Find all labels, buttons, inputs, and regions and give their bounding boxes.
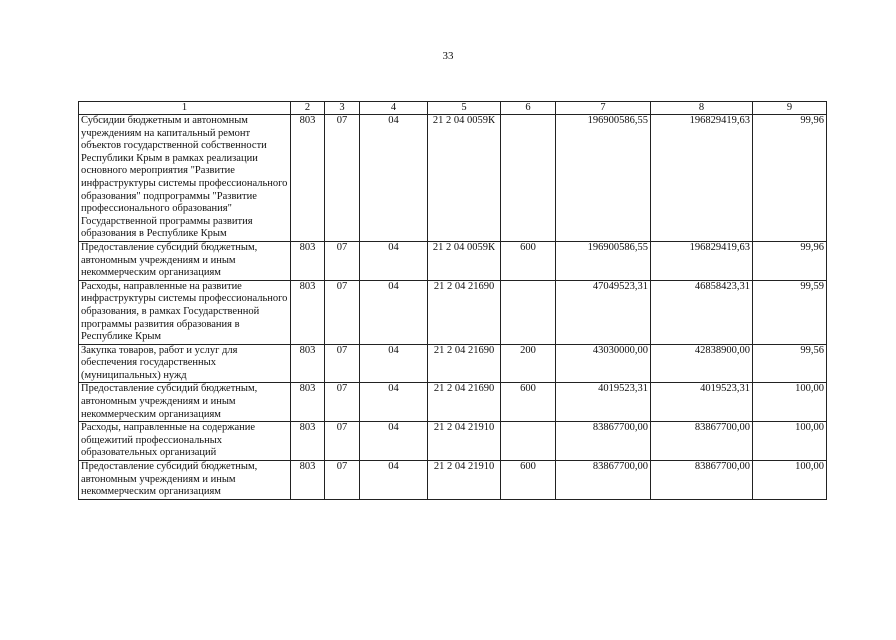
ministry-code: 803 — [291, 241, 325, 280]
planned-amount: 196900586,55 — [556, 241, 651, 280]
section-code: 07 — [325, 422, 360, 461]
ministry-code: 803 — [291, 115, 325, 242]
ministry-code: 803 — [291, 383, 325, 422]
budget-table — [78, 101, 827, 500]
table-row — [79, 280, 827, 344]
expense-name: Расходы, направленные на развитие инфраструктуры системы профессионального образования, в рамках Государственной программы развития образования в Республике Крым — [79, 280, 291, 344]
execution-percent: 99,56 — [753, 344, 827, 383]
expense-type-code: 600 — [501, 461, 556, 500]
execution-percent: 99,96 — [753, 115, 827, 242]
subsection-code: 04 — [360, 241, 428, 280]
executed-amount: 196829419,63 — [651, 115, 753, 242]
planned-amount: 196900586,55 — [556, 115, 651, 242]
table-row — [79, 241, 827, 280]
expense-name: Расходы, направленные на содержание общежитий профессиональных образовательных организаций — [79, 422, 291, 461]
table-row — [79, 383, 827, 422]
executed-amount: 83867700,00 — [651, 422, 753, 461]
expense-type-code — [501, 422, 556, 461]
ministry-code: 803 — [291, 280, 325, 344]
column-header: 6 — [501, 102, 556, 115]
expense-name: Закупка товаров, работ и услуг для обеспечения государственных (муниципальных) нужд — [79, 344, 291, 383]
column-header: 7 — [556, 102, 651, 115]
execution-percent: 99,59 — [753, 280, 827, 344]
target-article-code: 21 2 04 21910 — [428, 422, 501, 461]
ministry-code: 803 — [291, 344, 325, 383]
planned-amount: 47049523,31 — [556, 280, 651, 344]
column-header: 8 — [651, 102, 753, 115]
subsection-code: 04 — [360, 344, 428, 383]
executed-amount: 196829419,63 — [651, 241, 753, 280]
executed-amount: 83867700,00 — [651, 461, 753, 500]
column-header: 2 — [291, 102, 325, 115]
expense-type-code: 600 — [501, 241, 556, 280]
header-row — [79, 102, 827, 115]
table-row — [79, 461, 827, 500]
table-row — [79, 344, 827, 383]
expense-type-code: 600 — [501, 383, 556, 422]
expense-name: Субсидии бюджетным и автономным учреждениям на капитальный ремонт объектов государственной собственности Республики Крым в рамках реализации основного мероприятия "Развитие инфраструктуры системы профессионального образования" подпрограммы "Развитие профессионального образования" Государственной программы развития образования в Республике Крым — [79, 115, 291, 242]
column-header: 5 — [428, 102, 501, 115]
target-article-code: 21 2 04 0059К — [428, 241, 501, 280]
subsection-code: 04 — [360, 115, 428, 242]
subsection-code: 04 — [360, 422, 428, 461]
planned-amount: 43030000,00 — [556, 344, 651, 383]
section-code: 07 — [325, 461, 360, 500]
column-header: 9 — [753, 102, 827, 115]
expense-name: Предоставление субсидий бюджетным, автономным учреждениям и иным некоммерческим организациям — [79, 461, 291, 500]
execution-percent: 100,00 — [753, 383, 827, 422]
planned-amount: 83867700,00 — [556, 461, 651, 500]
expense-type-code: 200 — [501, 344, 556, 383]
section-code: 07 — [325, 344, 360, 383]
expense-name: Предоставление субсидий бюджетным, автономным учреждениям и иным некоммерческим организациям — [79, 241, 291, 280]
executed-amount: 42838900,00 — [651, 344, 753, 383]
planned-amount: 4019523,31 — [556, 383, 651, 422]
executed-amount: 46858423,31 — [651, 280, 753, 344]
ministry-code: 803 — [291, 422, 325, 461]
table-row — [79, 422, 827, 461]
page-number: 33 — [442, 50, 454, 62]
execution-percent: 99,96 — [753, 241, 827, 280]
execution-percent: 100,00 — [753, 461, 827, 500]
section-code: 07 — [325, 280, 360, 344]
section-code: 07 — [325, 115, 360, 242]
table-row — [79, 115, 827, 242]
subsection-code: 04 — [360, 383, 428, 422]
expense-type-code — [501, 115, 556, 242]
column-header: 3 — [325, 102, 360, 115]
section-code: 07 — [325, 241, 360, 280]
target-article-code: 21 2 04 21910 — [428, 461, 501, 500]
subsection-code: 04 — [360, 280, 428, 344]
target-article-code: 21 2 04 21690 — [428, 383, 501, 422]
target-article-code: 21 2 04 0059К — [428, 115, 501, 242]
column-header: 1 — [79, 102, 291, 115]
target-article-code: 21 2 04 21690 — [428, 344, 501, 383]
execution-percent: 100,00 — [753, 422, 827, 461]
column-header: 4 — [360, 102, 428, 115]
expense-name: Предоставление субсидий бюджетным, автономным учреждениям и иным некоммерческим организациям — [79, 383, 291, 422]
section-code: 07 — [325, 383, 360, 422]
executed-amount: 4019523,31 — [651, 383, 753, 422]
target-article-code: 21 2 04 21690 — [428, 280, 501, 344]
expense-type-code — [501, 280, 556, 344]
planned-amount: 83867700,00 — [556, 422, 651, 461]
ministry-code: 803 — [291, 461, 325, 500]
subsection-code: 04 — [360, 461, 428, 500]
